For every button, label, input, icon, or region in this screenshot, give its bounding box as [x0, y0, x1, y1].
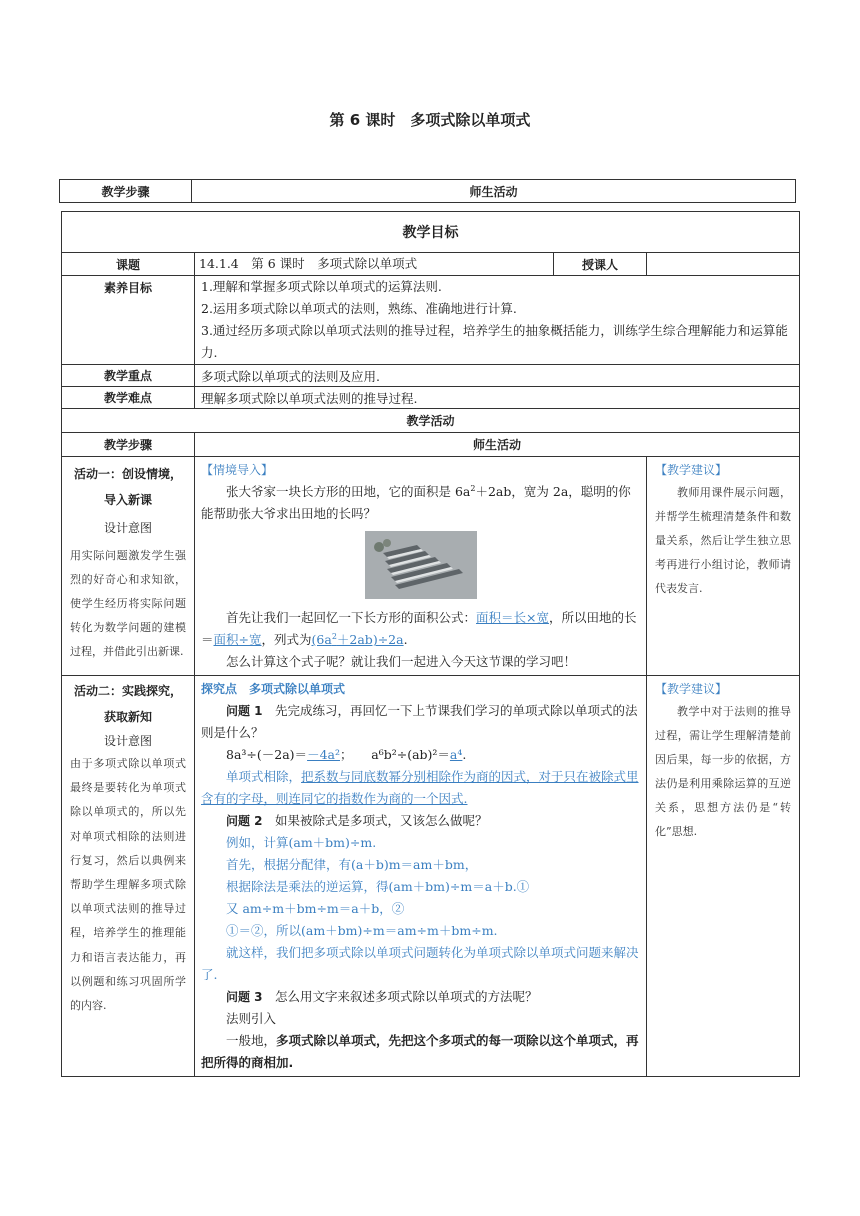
area-formula: 面积＝长×宽 — [476, 610, 549, 625]
activity2-design-label: 设计意图 — [103, 734, 152, 748]
monomial-rule — [201, 766, 640, 810]
step-4: 又 am÷m＋bm÷m＝a＋b，② — [226, 901, 405, 916]
step-3: 根据除法是乘法的逆运算，得(am＋bm)÷m＝a＋b.① — [226, 879, 530, 894]
activity1-closing: 怎么计算这个式子呢？就让我们一起进入今天这节课的学习吧！ — [226, 654, 577, 669]
q2-label: 问题 2 — [226, 814, 263, 828]
lesson-value: 14.1.4 第 6 课时 多项式除以单项式 — [195, 253, 554, 276]
activity1-advice — [647, 457, 800, 676]
field-terraces-icon — [365, 531, 477, 599]
lesson-label: 课题 — [62, 253, 195, 276]
activity1-design-label: 设计意图 — [103, 521, 152, 535]
activity2-advice-tag: 【教学建议】 — [655, 682, 728, 696]
law-intro: 法则引入 — [226, 1011, 277, 1026]
expression-part: (6a — [311, 632, 332, 647]
key-value: 多项式除以单项式的法则及应用. — [195, 365, 800, 387]
recall-part: 首先让我们一起回忆一下长方形的面积公式： — [226, 610, 477, 625]
step-1: 例如，计算(am＋bm)÷m. — [226, 835, 377, 850]
activity1-content — [195, 457, 647, 676]
exercise-1-answer: －4a² — [307, 747, 340, 762]
q3 — [201, 986, 640, 1008]
activity2-content — [195, 676, 647, 1077]
activity2-step — [62, 676, 195, 1077]
literacy-goals — [195, 276, 800, 365]
activity1-advice-tag: 【教学建议】 — [655, 463, 728, 477]
teacher-value — [647, 253, 800, 276]
activity2-advice-text: 教学中对于法则的推导过程，需让学生理解清楚前因后果，每一步的依据，方法仍是利用乘除运算的互逆关系，思想方法仍是“转化”思想. — [655, 705, 791, 838]
activity1-title: 活动一：创设情境，导入新课 — [73, 467, 182, 507]
activity2-design-text: 由于多项式除以单项式最终是要转化为单项式除以单项式的，所以先对单项式相除的法则进行复习，然后以典例来帮助学生理解多项式除以单项式法则的推导过程，培养学生的推理能力和语言表达能力，再以例题和练习巩固所学的内容. — [70, 757, 186, 1013]
literacy-item: 3.通过经历多项式除以单项式法则的推导过程，培养学生的抽象概括能力，训练学生综合理解能力和运算能力. — [201, 323, 788, 360]
lesson-table — [61, 211, 800, 1077]
header-table — [59, 179, 796, 203]
page-title: 第 6 课时 多项式除以单项式 — [329, 111, 531, 129]
key-label: 教学重点 — [62, 365, 195, 387]
step-2: 首先，根据分配律，有(a＋b)m＝am＋bm， — [226, 857, 478, 872]
q1 — [201, 700, 640, 744]
recall-part: ，列式为 — [261, 632, 312, 647]
activity-col-activity: 师生活动 — [195, 433, 800, 457]
exercise-2: a⁶b²÷(ab)²＝ — [371, 747, 450, 762]
literacy-item: 2.运用多项式除以单项式的法则，熟练、准确地进行计算. — [201, 301, 517, 316]
recall-part: . — [403, 632, 408, 647]
recall-part: ，所以田地的长＝ — [201, 610, 637, 647]
goal-heading: 教学目标 — [62, 212, 800, 253]
law-bold: 多项式除以单项式，先把这个多项式的每一项除以这个单项式，再把所得的商相加. — [201, 1033, 639, 1070]
activity2-title: 活动二：实践探究，获取新知 — [73, 684, 182, 724]
q2 — [201, 810, 640, 832]
literacy-label: 素养目标 — [62, 276, 195, 365]
rule-underlined: 把系数与同底数幂分别相除作为商的因式，对于只在被除式里含有的字母，则连同它的指数作为商的一个因式. — [201, 769, 639, 806]
teacher-label: 授课人 — [554, 253, 647, 276]
intro-part: 张大爷家一块长方形的田地，它的面积是 6a — [226, 484, 471, 499]
q1-text: 先完成练习，再回忆一下上节课我们学习的单项式除以单项式的法则是什么？ — [201, 703, 638, 740]
length-formula: 面积÷宽 — [213, 632, 262, 647]
law-part: 一般地， — [226, 1033, 277, 1048]
activity1-intro: 张大爷家一块长方形的田地，它的面积是 $6a^2+2ab$，宽为 2a，聪明的你能帮助张大爷求出田地的长吗？ — [201, 483, 631, 521]
q3-text: 怎么用文字来叙述多项式除以单项式的方法呢？ — [275, 989, 538, 1004]
field-photo — [365, 531, 477, 599]
difficulty-value: 理解多项式除以单项式法则的推导过程. — [195, 387, 800, 409]
activity-col-step: 教学步骤 — [62, 433, 195, 457]
step-5: ①＝②，所以(am＋bm)÷m＝am÷m＋bm÷m. — [226, 923, 498, 938]
activity-heading: 教学活动 — [62, 409, 800, 433]
step-6: 就这样，我们把多项式除以单项式问题转化为单项式除以单项式问题来解决了. — [201, 945, 639, 982]
explore-tag: 探究点 多项式除以单项式 — [201, 682, 346, 696]
q1-label: 问题 1 — [226, 704, 263, 718]
exercise-1: 8a³÷(－2a)＝ — [226, 747, 308, 762]
header-activity: 师生活动 — [192, 180, 796, 203]
activity1-tag: 【情境导入】 — [201, 463, 274, 477]
law-statement — [201, 1030, 640, 1074]
intro-part: ＋2ab，宽为 2a，聪明的你能帮助张大爷求出田地的长吗？ — [201, 484, 631, 521]
rule-part: 单项式相除， — [226, 769, 302, 784]
header-step: 教学步骤 — [60, 180, 192, 203]
activity1-advice-text: 教师用课件展示问题，并帮学生梳理清楚条件和数量关系，然后让学生独立思考再进行小组讨论，教师请代表发言. — [655, 486, 791, 595]
exercises: 8a³÷(－2a)＝－4a²； a⁶b²÷(ab)²＝a⁴. — [226, 747, 467, 762]
literacy-item: 1.理解和掌握多项式除以单项式的运算法则. — [201, 279, 442, 294]
q2-text: 如果被除式是多项式，又该怎么做呢？ — [275, 813, 488, 828]
activity2-advice — [647, 676, 800, 1077]
difficulty-label: 教学难点 — [62, 387, 195, 409]
exercise-2-answer: a⁴ — [449, 747, 463, 762]
activity1-design-text: 用实际问题激发学生强烈的好奇心和求知欲，使学生经历将实际问题转化为数学问题的建模过程，并借此引出新课. — [70, 549, 186, 658]
expression-part: ＋2ab)÷2a — [336, 632, 404, 647]
activity1-recall: 首先让我们一起回忆一下长方形的面积公式：面积＝长×宽，所以田地的长＝面积÷宽，列式为$(6a^2+2ab)\div 2a$. — [201, 610, 637, 647]
q3-label: 问题 3 — [226, 990, 263, 1004]
activity1-step — [62, 457, 195, 676]
